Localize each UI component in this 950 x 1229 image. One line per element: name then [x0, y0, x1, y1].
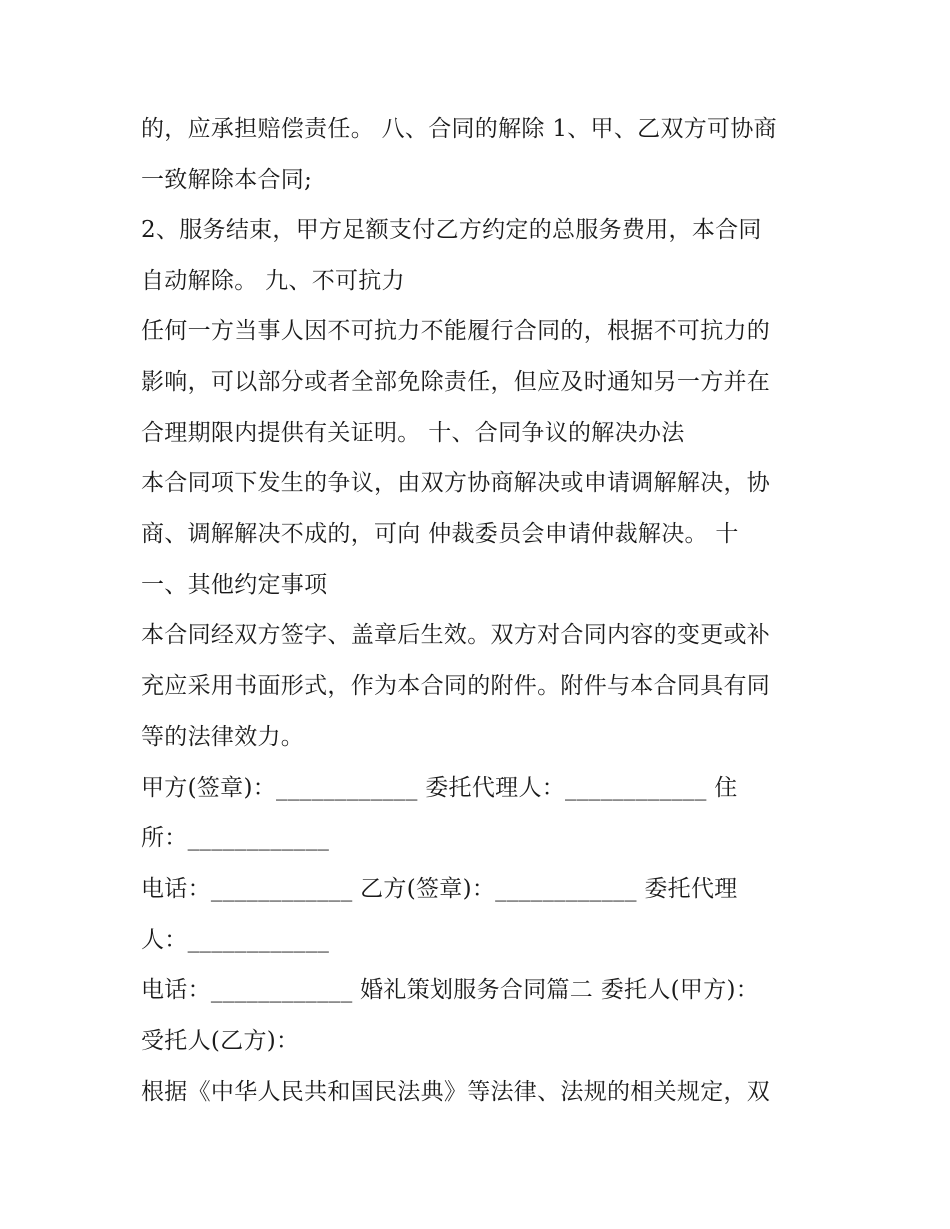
signature-line: 电话：____________ 婚礼策划服务合同篇二 委托人(甲方)：: [141, 977, 760, 1003]
text-line: 根据《中华人民共和国民法典》等法律、法规的相关规定，双: [141, 1079, 771, 1105]
text-line: 自动解除。 九、不可抗力: [141, 268, 405, 294]
text-line: 任何一方当事人因不可抗力不能履行合同的，根据不可抗力的: [141, 318, 771, 344]
text-line: 充应采用书面形式，作为本合同的附件。附件与本合同具有同: [141, 673, 771, 699]
text-line: 2、服务结束，甲方足额支付乙方约定的总服务费用，本合同: [141, 217, 762, 243]
text-line: 影响，可以部分或者全部免除责任，但应及时通知另一方并在: [141, 369, 771, 395]
text-line: 合理期限内提供有关证明。 十、合同争议的解决办法: [141, 420, 685, 446]
text-line: 一、其他约定事项: [141, 572, 328, 598]
text-line: 商、调解解决不成的，可向 仲裁委员会申请仲裁解决。 十: [141, 521, 739, 547]
text-line: 本合同项下发生的争议，由双方协商解决或申请调解解决，协: [141, 470, 771, 496]
text-line: 的，应承担赔偿责任。 八、合同的解除 1、甲、乙双方可协商: [141, 116, 777, 142]
signature-line: 所：____________: [141, 825, 330, 851]
text-line: 本合同经双方签字、盖章后生效。双方对合同内容的变更或补: [141, 622, 771, 648]
signature-line: 人：____________: [141, 927, 330, 953]
signature-line: 甲方(签章)：____________ 委托代理人：____________ 住: [141, 775, 738, 801]
text-line: 等的法律效力。: [141, 724, 305, 750]
text-line: 受托人(乙方)：: [141, 1028, 300, 1054]
signature-line: 电话：____________ 乙方(签章)：____________ 委托代理: [141, 876, 738, 902]
text-line: 一致解除本合同;: [141, 167, 313, 193]
